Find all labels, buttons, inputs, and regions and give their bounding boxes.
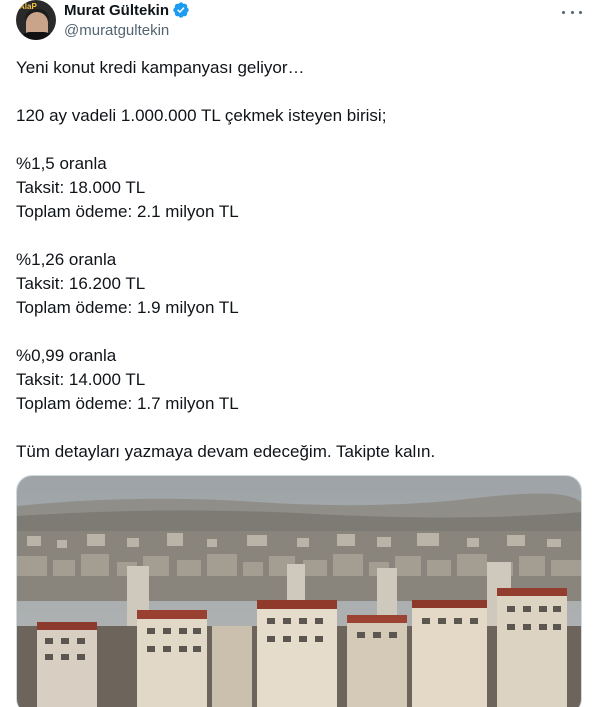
- avatar-label: AlaP: [19, 2, 37, 11]
- avatar[interactable]: [16, 0, 56, 40]
- tweet-line: 120 ay vadeli 1.000.000 TL çekmek isteyen birisi;: [16, 106, 387, 125]
- total-payment-text: Toplam ödeme: 1.9 milyon TL: [16, 298, 239, 317]
- name-row: [64, 1, 190, 19]
- installment-text: Taksit: 14.000 TL: [16, 370, 146, 389]
- tweet-line: Yeni konut kredi kampanyası geliyor…: [16, 58, 305, 77]
- rate-label: %1,5 oranla: [16, 154, 107, 173]
- more-options-icon[interactable]: [562, 4, 582, 20]
- tweet-text: [16, 56, 590, 464]
- tweet-image[interactable]: [16, 475, 582, 707]
- total-payment-text: Toplam ödeme: 1.7 milyon TL: [16, 394, 239, 413]
- rate-label: %0,99 oranla: [16, 346, 117, 365]
- tweet-line: Tüm detayları yazmaya devam edeceğim. Takipte kalın.: [16, 442, 436, 461]
- cityscape-image: [17, 476, 582, 707]
- rate-label: %1,26 oranla: [16, 250, 117, 269]
- installment-text: Taksit: 16.200 TL: [16, 274, 146, 293]
- tweet-header: [16, 0, 590, 44]
- verified-badge-icon: [172, 1, 190, 19]
- installment-text: Taksit: 18.000 TL: [16, 178, 146, 197]
- author-display-name[interactable]: Murat Gültekin: [64, 1, 170, 19]
- author-handle[interactable]: @muratgultekin: [64, 22, 170, 39]
- total-payment-text: Toplam ödeme: 2.1 milyon TL: [16, 202, 239, 221]
- avatar-shirt: [20, 32, 54, 40]
